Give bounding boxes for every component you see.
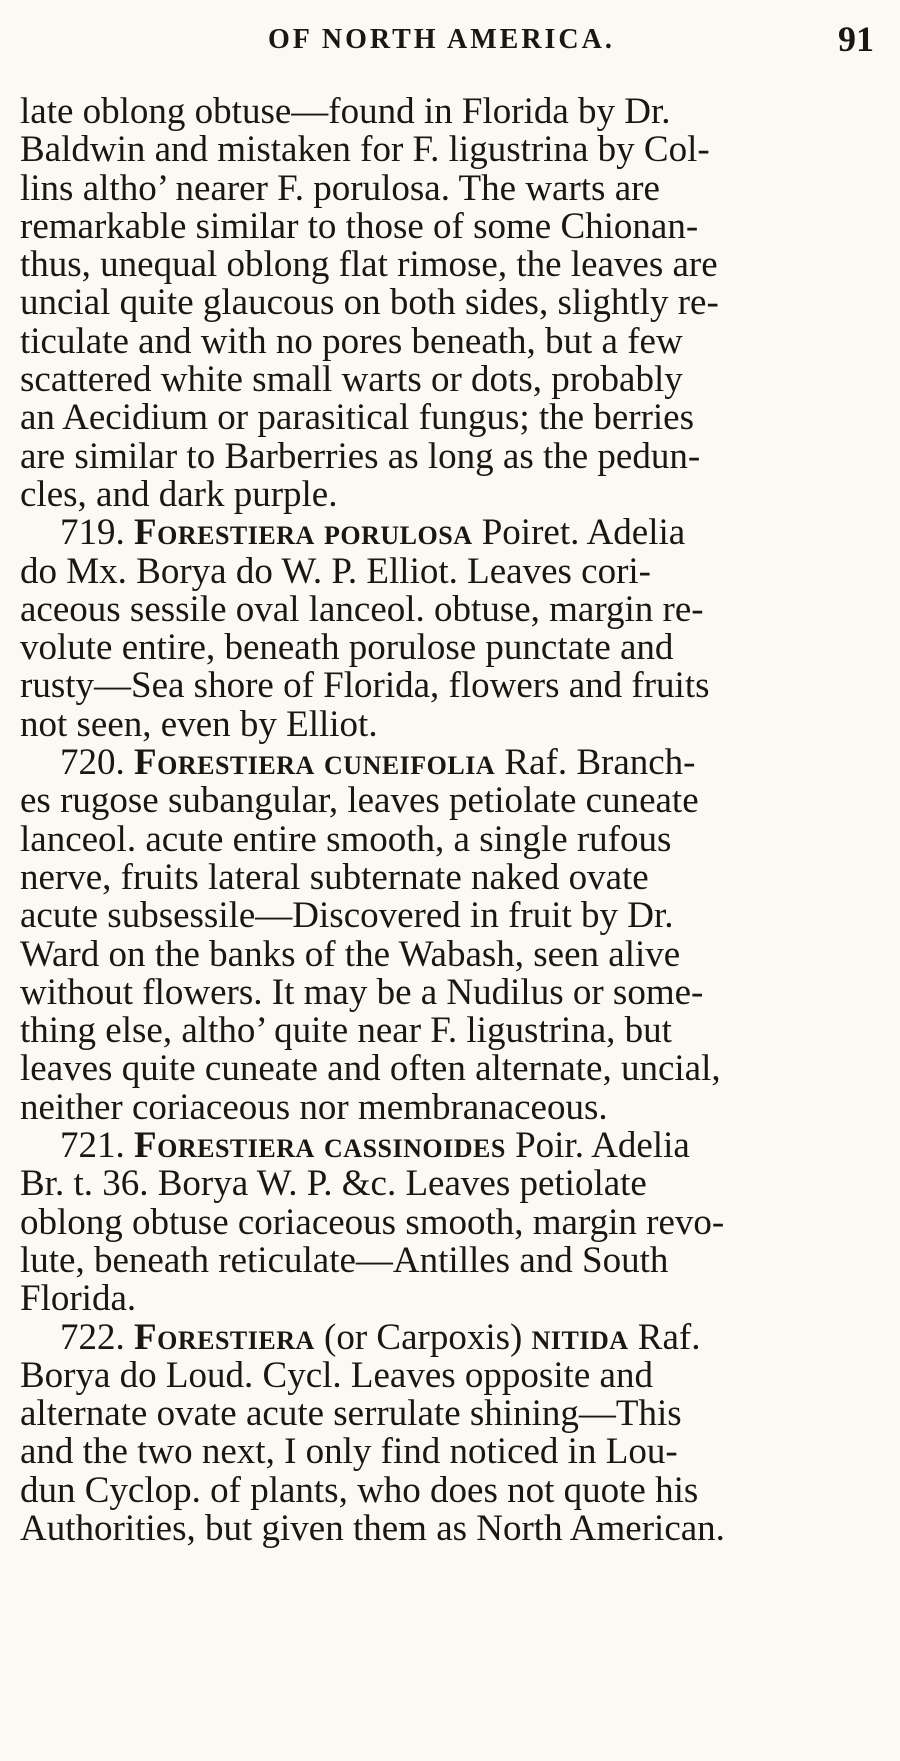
text-line: thus, unequal oblong flat rimose, the leaves are xyxy=(20,246,718,285)
text-line: Baldwin and mistaken for F. ligustrina by Col- xyxy=(20,131,710,170)
page-number: 91 xyxy=(838,19,874,59)
text-line: Ward on the banks of the Wabash, seen alive xyxy=(20,935,681,974)
text-line: lanceol. acute entire smooth, a single rufous xyxy=(20,820,672,859)
alt-genus-note: (or Carpoxis) xyxy=(324,1318,523,1357)
text-line: alternate ovate acute serrulate shining—This xyxy=(20,1395,682,1434)
entry-722-heading xyxy=(20,1319,880,1357)
text-line: acute subsessile—Discovered in fruit by Dr. xyxy=(20,897,674,936)
entry-heading-rest: Raf. Branch- xyxy=(504,744,696,783)
text-line: are similar to Barberries as long as the pedun- xyxy=(20,437,701,476)
genus-name: Forestiera xyxy=(134,1318,315,1357)
text-line: Florida. xyxy=(20,1280,137,1319)
text-line: an Aecidium or parasitical fungus; the berries xyxy=(20,399,695,438)
species-name: cuneifolia xyxy=(324,744,496,783)
text-line: es rugose subangular, leaves petiolate cuneate xyxy=(20,782,699,821)
text-line: nerve, fruits lateral subternate naked ovate xyxy=(20,858,649,898)
entry-number: 719. xyxy=(60,514,125,553)
text-line: late oblong obtuse—found in Florida by Dr. xyxy=(20,93,671,132)
text-line: Borya do Loud. Cycl. Leaves opposite and xyxy=(20,1356,653,1396)
text-line: lute, beneath reticulate—Antilles and South xyxy=(20,1241,669,1281)
text-line: scattered white small warts or dots, probably xyxy=(20,361,683,400)
body-text xyxy=(20,93,880,1548)
species-name: nitida xyxy=(531,1318,629,1357)
species-name: porulosa xyxy=(324,514,473,553)
entry-number: 720. xyxy=(60,744,125,783)
genus-name: Forestiera xyxy=(134,744,315,783)
text-line: ticulate and with no pores beneath, but a few xyxy=(20,322,683,362)
text-line: aceous sessile oval lanceol. obtuse, margin re- xyxy=(20,590,704,630)
entry-719-heading xyxy=(20,514,880,552)
text-line: neither coriaceous nor membranaceous. xyxy=(20,1088,608,1128)
text-line: rusty—Sea shore of Florida, flowers and fruits xyxy=(20,667,710,706)
text-line: not seen, even by Elliot. xyxy=(20,705,378,745)
text-line: and the two next, I only find noticed in Lou- xyxy=(20,1433,678,1472)
running-head xyxy=(20,20,880,68)
entry-721-heading xyxy=(20,1127,880,1165)
text-line: oblong obtuse coriaceous smooth, margin revo- xyxy=(20,1203,725,1242)
species-name: cassinoides xyxy=(324,1127,506,1166)
text-line: uncial quite glaucous on both sides, slightly re- xyxy=(20,284,719,323)
entry-heading-rest: Poir. Adelia xyxy=(515,1127,690,1166)
text-line: remarkable similar to those of some Chionan- xyxy=(20,207,699,247)
text-line: volute entire, beneath porulose punctate and xyxy=(20,629,674,668)
entry-heading-rest: Poiret. Adelia xyxy=(481,514,686,553)
entry-number: 722. xyxy=(60,1318,125,1357)
text-line: without flowers. It may be a Nudilus or some- xyxy=(20,973,704,1013)
entry-heading-rest: Raf. xyxy=(637,1318,701,1357)
running-title: OF NORTH AMERICA. xyxy=(268,24,615,55)
genus-name: Forestiera xyxy=(134,514,315,553)
text-line: Br. t. 36. Borya W. P. &c. Leaves petiolate xyxy=(20,1165,647,1204)
text-line: thing else, altho’ quite near F. ligustrina, but xyxy=(20,1012,672,1051)
entry-720-heading xyxy=(20,744,880,782)
entry-number: 721. xyxy=(60,1127,125,1166)
text-line: do Mx. Borya do W. P. Elliot. Leaves cori- xyxy=(20,552,651,591)
text-line: dun Cyclop. of plants, who does not quote his xyxy=(20,1471,699,1510)
text-line: Authorities, but given them as North American. xyxy=(20,1509,725,1549)
text-line: cles, and dark purple. xyxy=(20,475,338,515)
genus-name: Forestiera xyxy=(134,1127,315,1166)
text-line: lins altho’ nearer F. porulosa. The warts are xyxy=(20,169,660,208)
text-line: leaves quite cuneate and often alternate, uncial, xyxy=(20,1050,721,1089)
